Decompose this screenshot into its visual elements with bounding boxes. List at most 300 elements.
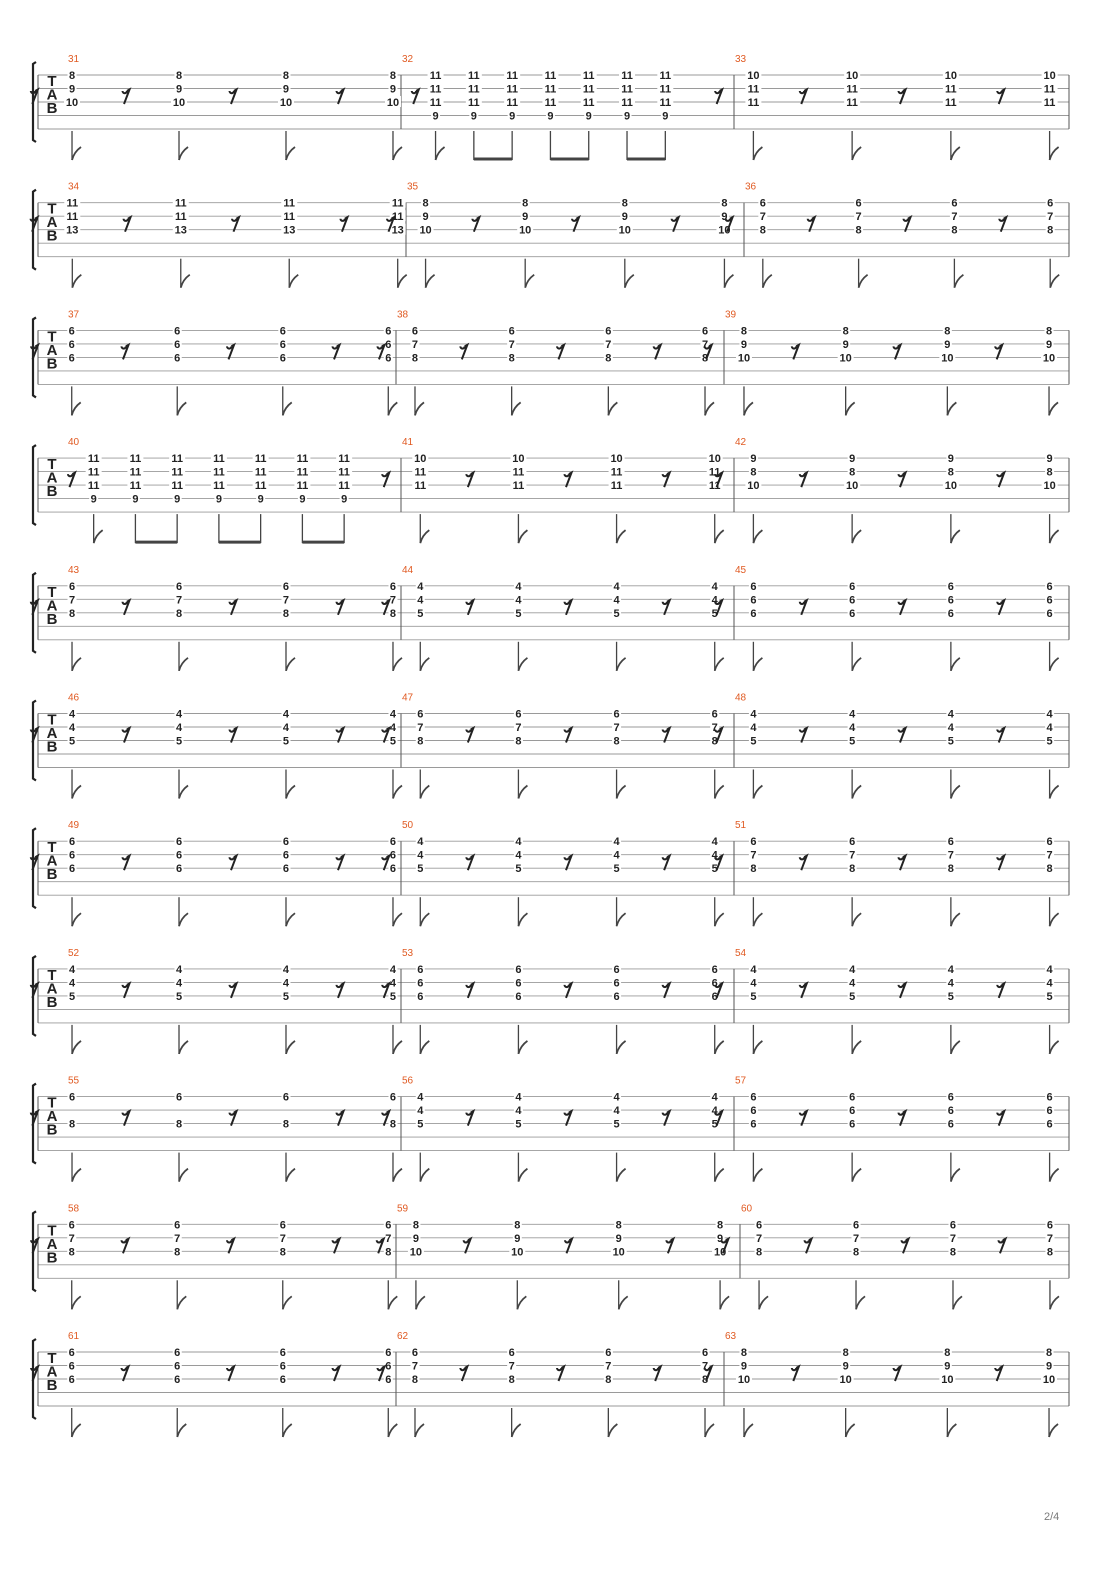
note-flag [617, 1169, 626, 1182]
note-flag [518, 1169, 527, 1182]
note-flag [1049, 402, 1058, 415]
note-flag [852, 1169, 861, 1182]
tab-clef-letter: T [47, 1222, 57, 1240]
note-flag [1050, 658, 1059, 671]
fret-number: 8 [711, 735, 718, 748]
chord [1041, 324, 1058, 415]
fret-number: 10 [941, 352, 954, 365]
fret-number: 11 [66, 211, 79, 224]
note-flag [398, 275, 407, 288]
fret-number: 10 [944, 70, 957, 82]
fret-number: 11 [544, 97, 557, 109]
fret-number: 8 [750, 466, 757, 479]
fret-number: 5 [175, 735, 183, 748]
chord [64, 69, 81, 160]
chord [710, 1091, 724, 1182]
fret-number: 8 [411, 1374, 419, 1386]
fret-number: 8 [615, 1219, 622, 1232]
note-flag [420, 658, 429, 671]
tab-clef-letter: A [46, 1235, 58, 1253]
fret-number: 7 [613, 722, 620, 734]
chord [175, 963, 189, 1054]
note-flag [416, 1296, 425, 1309]
fret-number: 8 [949, 1246, 957, 1259]
fret-number: 4 [947, 963, 954, 976]
fret-number: 6 [947, 1105, 954, 1118]
chord [507, 1346, 521, 1437]
measure [402, 54, 673, 160]
chord [710, 963, 724, 1054]
fret-number: 6 [282, 1091, 290, 1104]
fret-number: 8 [1046, 466, 1053, 479]
fret-number: 10 [839, 352, 852, 365]
measure-number: 33 [735, 54, 747, 65]
note-flag [181, 275, 190, 288]
chord [1041, 1346, 1058, 1437]
measure-number: 32 [402, 54, 414, 65]
note-flag [715, 1041, 724, 1054]
note-flag [846, 402, 855, 415]
note-flag [1050, 786, 1059, 799]
note-flag [393, 786, 402, 799]
fret-number: 4 [515, 594, 522, 607]
note-flag [953, 1296, 962, 1309]
fret-number: 4 [175, 963, 183, 976]
fret-number: 4 [947, 708, 954, 721]
note-flag [954, 275, 963, 288]
tab-clef-letter: B [46, 100, 58, 117]
measure-number: 63 [725, 1331, 737, 1342]
fret-number: 10 [65, 97, 79, 109]
fret-number: 6 [759, 197, 766, 210]
note-flag [283, 1296, 292, 1309]
fret-number: 9 [509, 110, 516, 123]
fret-number: 9 [422, 211, 429, 224]
fret-number: 6 [279, 1347, 286, 1359]
chord [749, 963, 763, 1054]
eighth-rest [31, 856, 38, 871]
chord [946, 1091, 960, 1182]
note-flag [715, 913, 724, 926]
chord [388, 1091, 402, 1182]
fret-number: 6 [385, 1360, 392, 1373]
fret-number: 11 [171, 480, 183, 493]
fret-number: 10 [386, 97, 400, 109]
fret-number: 5 [68, 990, 76, 1003]
note-flag [859, 275, 868, 288]
tab-clef-letter: T [47, 456, 57, 474]
fret-number: 4 [750, 963, 757, 976]
chord [281, 197, 298, 288]
chord [412, 452, 429, 543]
note-flag [951, 1041, 960, 1054]
fret-number: 11 [174, 197, 187, 210]
note-flag [951, 147, 960, 160]
chord [701, 324, 715, 415]
fret-number: 6 [711, 977, 718, 990]
measure-number: 50 [402, 820, 414, 832]
chord [950, 197, 964, 288]
fret-number: 6 [1046, 836, 1053, 849]
chord [68, 835, 82, 926]
fret-number: 8 [389, 607, 397, 620]
fret-number: 8 [947, 863, 954, 876]
fret-number: 10 [1043, 480, 1056, 493]
tab-clef-letter: B [46, 355, 58, 373]
measure-number: 38 [397, 309, 409, 321]
tab-clef-letter: A [46, 1363, 58, 1381]
eighth-rest [31, 1111, 38, 1126]
tab-clef-letter: B [46, 738, 58, 756]
fret-number: 11 [283, 211, 296, 224]
fret-number: 6 [417, 977, 424, 990]
fret-number: 13 [174, 224, 187, 237]
note-flag [286, 786, 295, 799]
note-flag [72, 402, 81, 415]
measure [715, 1076, 1058, 1182]
fret-number: 6 [68, 1091, 76, 1104]
fret-number: 4 [282, 708, 290, 721]
fret-number: 11 [296, 480, 309, 493]
fret-number: 5 [389, 990, 397, 1003]
fret-number: 6 [385, 352, 392, 365]
chord [514, 1091, 528, 1182]
note-flag [951, 658, 960, 671]
chord [384, 324, 398, 415]
fret-number: 6 [389, 1091, 397, 1104]
chord [514, 580, 528, 671]
chord [749, 708, 763, 799]
fret-number: 6 [947, 607, 954, 620]
note-flag [393, 1041, 402, 1054]
note-flag [1050, 913, 1059, 926]
fret-number: 7 [411, 1360, 419, 1373]
fret-number: 11 [429, 97, 442, 109]
fret-number: 8 [721, 197, 728, 210]
fret-number: 4 [515, 1105, 522, 1118]
fret-number: 4 [515, 849, 522, 862]
note-flag [415, 1424, 424, 1437]
note-flag [179, 658, 188, 671]
page-number: 2/4 [1044, 1511, 1060, 1523]
measure [31, 54, 402, 160]
fret-number: 8 [417, 735, 424, 748]
measure [31, 820, 402, 926]
tab-clef-letter: A [46, 852, 58, 870]
note-flag [72, 1424, 81, 1437]
fret-number: 8 [759, 224, 766, 237]
chord [384, 1218, 398, 1309]
tab-clef-letter: B [46, 993, 58, 1011]
measure [382, 437, 723, 543]
fret-number: 4 [515, 836, 522, 849]
chord [169, 452, 185, 543]
measure [31, 309, 397, 415]
fret-number: 4 [711, 1105, 718, 1118]
fret-number: 5 [849, 735, 856, 748]
fret-number: 9 [215, 493, 222, 506]
fret-number: 10 [941, 1374, 954, 1386]
fret-number: 6 [68, 580, 76, 593]
note-flag [1050, 1041, 1059, 1054]
fret-number: 4 [849, 963, 856, 976]
measure [31, 1203, 397, 1309]
note-flag [72, 658, 81, 671]
fret-number: 9 [740, 338, 748, 351]
fret-number: 6 [1046, 1118, 1053, 1131]
fret-number: 11 [296, 466, 309, 479]
fret-number: 9 [944, 338, 951, 351]
fret-number: 4 [417, 849, 424, 862]
fret-number: 6 [947, 1091, 954, 1104]
chord [612, 708, 626, 799]
fret-number: 7 [849, 849, 856, 862]
note-flag [72, 786, 81, 799]
note-flag [759, 1296, 768, 1309]
chord [278, 324, 292, 415]
fret-number: 11 [129, 453, 142, 466]
fret-number: 11 [87, 453, 100, 466]
note-flag [518, 1041, 527, 1054]
fret-number: 6 [68, 352, 75, 365]
fret-number: 9 [1045, 1360, 1053, 1373]
fret-number: 11 [506, 70, 518, 82]
fret-number: 7 [68, 594, 76, 607]
fret-number: 6 [68, 1374, 75, 1386]
fret-number: 8 [389, 1118, 397, 1131]
tab-clef-letter: B [46, 866, 58, 884]
fret-number: 4 [750, 708, 757, 721]
fret-number: 6 [750, 594, 757, 607]
note-flag [705, 402, 714, 415]
fret-number: 7 [750, 849, 757, 862]
fret-number: 5 [613, 1118, 620, 1131]
fret-number: 9 [299, 493, 306, 506]
measure-number: 62 [397, 1331, 409, 1342]
fret-number: 6 [515, 990, 522, 1003]
fret-number: 6 [849, 594, 856, 607]
fret-number: 6 [1046, 607, 1053, 620]
chord [175, 708, 189, 799]
chord [504, 69, 520, 160]
note-flag [420, 530, 429, 543]
measure-number: 37 [68, 309, 80, 321]
note-flag [72, 147, 81, 160]
fret-number: 6 [750, 1105, 757, 1118]
chord [755, 1218, 769, 1309]
fret-number: 11 [506, 83, 518, 96]
chord [848, 708, 862, 799]
fret-number: 4 [613, 1105, 620, 1118]
note-flag [951, 913, 960, 926]
measure [382, 693, 723, 799]
fret-number: 6 [385, 325, 392, 338]
fret-number: 10 [846, 70, 859, 82]
fret-number: 9 [750, 453, 757, 466]
fret-number: 6 [951, 197, 958, 210]
fret-number: 6 [68, 1360, 75, 1373]
note-flag [518, 786, 527, 799]
fret-number: 8 [385, 1246, 392, 1259]
chord [716, 197, 733, 288]
fret-number: 11 [846, 97, 858, 109]
chord [1045, 580, 1059, 671]
fret-number: 4 [68, 708, 76, 721]
chord [514, 963, 528, 1054]
fret-number: 11 [254, 480, 267, 493]
measure [382, 820, 723, 926]
note-flag [517, 1296, 526, 1309]
fret-number: 11 [945, 83, 957, 96]
fret-number: 7 [508, 338, 515, 351]
fret-number: 10 [747, 70, 760, 82]
fret-number: 5 [389, 735, 397, 748]
fret-number: 9 [740, 1360, 748, 1373]
fret-number: 5 [417, 1118, 424, 1131]
note-flag [179, 913, 188, 926]
note-flag [179, 1169, 188, 1182]
fret-number: 6 [1046, 1091, 1053, 1104]
fret-number: 9 [257, 493, 264, 506]
chord [612, 580, 626, 671]
fret-number: 5 [613, 863, 620, 876]
fret-number: 4 [711, 580, 718, 593]
fret-number: 11 [87, 480, 100, 493]
chord [281, 580, 295, 671]
fret-number: 6 [755, 1219, 763, 1232]
fret-number: 13 [391, 224, 404, 237]
fret-number: 10 [708, 453, 721, 466]
fret-number: 7 [515, 722, 522, 734]
note-flag [286, 658, 295, 671]
fret-number: 11 [129, 480, 142, 493]
fret-number: 7 [711, 722, 718, 734]
measure-number: 56 [402, 1075, 414, 1087]
chord [86, 452, 103, 543]
fret-number: 11 [659, 83, 672, 96]
fret-number: 4 [613, 594, 620, 607]
fret-number: 5 [282, 990, 290, 1003]
chord [946, 708, 960, 799]
chord [173, 1346, 187, 1437]
fret-number: 4 [389, 977, 397, 990]
fret-number: 7 [755, 1232, 763, 1245]
chord [67, 324, 81, 415]
fret-number: 8 [1045, 325, 1053, 338]
fret-number: 11 [708, 466, 721, 479]
chord [281, 963, 295, 1054]
note-flag [393, 1169, 402, 1182]
note-flag [951, 1169, 960, 1182]
chord [844, 452, 861, 543]
fret-number: 10 [519, 224, 532, 237]
chord [946, 835, 960, 926]
measure-number: 35 [407, 181, 419, 193]
note-flag [753, 786, 762, 799]
note-flag [72, 913, 81, 926]
measure [31, 1331, 397, 1437]
chord [707, 452, 724, 543]
fret-number: 4 [1046, 722, 1053, 734]
fret-number: 7 [759, 211, 766, 224]
note-flag [72, 1169, 81, 1182]
fret-number: 10 [944, 480, 957, 493]
fret-number: 5 [68, 735, 76, 748]
fret-number: 5 [947, 990, 954, 1003]
fret-number: 4 [515, 1091, 522, 1104]
fret-number: 8 [605, 352, 612, 365]
fret-number: 7 [174, 1232, 181, 1245]
chord [517, 197, 534, 288]
fret-number: 11 [391, 197, 404, 210]
fret-number: 4 [417, 836, 424, 849]
fret-number: 11 [544, 83, 557, 96]
fret-number: 10 [1043, 70, 1056, 82]
fret-number: 4 [68, 977, 76, 990]
fret-number: 4 [711, 836, 718, 849]
fret-number: 6 [175, 849, 183, 862]
fret-number: 8 [1046, 863, 1053, 876]
fret-number: 8 [68, 1118, 76, 1131]
fret-number: 6 [1047, 197, 1054, 210]
measure-number: 58 [68, 1203, 80, 1215]
system-bracket [33, 445, 36, 525]
note-flag [393, 658, 402, 671]
eighth-rest [31, 90, 38, 105]
measure-number: 55 [68, 1075, 80, 1087]
fret-number: 10 [713, 1246, 727, 1259]
fret-number: 10 [419, 224, 432, 237]
fret-number: 8 [175, 70, 183, 82]
fret-number: 7 [951, 211, 958, 224]
chord [173, 324, 187, 415]
note-flag [617, 913, 626, 926]
measure [31, 693, 402, 799]
chord [336, 452, 352, 543]
chord [416, 708, 430, 799]
fret-number: 4 [849, 722, 856, 734]
measure [705, 309, 1058, 415]
measure-number: 59 [397, 1203, 409, 1215]
note-flag [420, 913, 429, 926]
fret-number: 9 [547, 110, 554, 123]
fret-number: 6 [508, 325, 515, 338]
fret-number: 10 [409, 1246, 423, 1259]
fret-number: 4 [417, 1105, 424, 1118]
fret-number: 4 [389, 963, 397, 976]
chord [1042, 69, 1059, 160]
fret-number: 8 [282, 70, 290, 82]
fret-number: 10 [279, 97, 293, 109]
note-flag [177, 402, 186, 415]
chord [943, 452, 960, 543]
fret-number: 8 [68, 1246, 75, 1259]
fret-number: 7 [1046, 849, 1053, 862]
fret-number: 11 [468, 83, 480, 96]
fret-number: 6 [68, 849, 76, 862]
fret-number: 8 [508, 1374, 515, 1386]
fret-number: 4 [613, 849, 620, 862]
chord [67, 1346, 81, 1437]
chord [710, 835, 724, 926]
tab-clef-letter: A [46, 597, 58, 615]
fret-number: 8 [740, 325, 748, 338]
chord [510, 452, 527, 543]
fret-number: 10 [846, 480, 859, 493]
chord [507, 324, 521, 415]
note-flag [846, 1424, 855, 1437]
chord [619, 69, 635, 160]
